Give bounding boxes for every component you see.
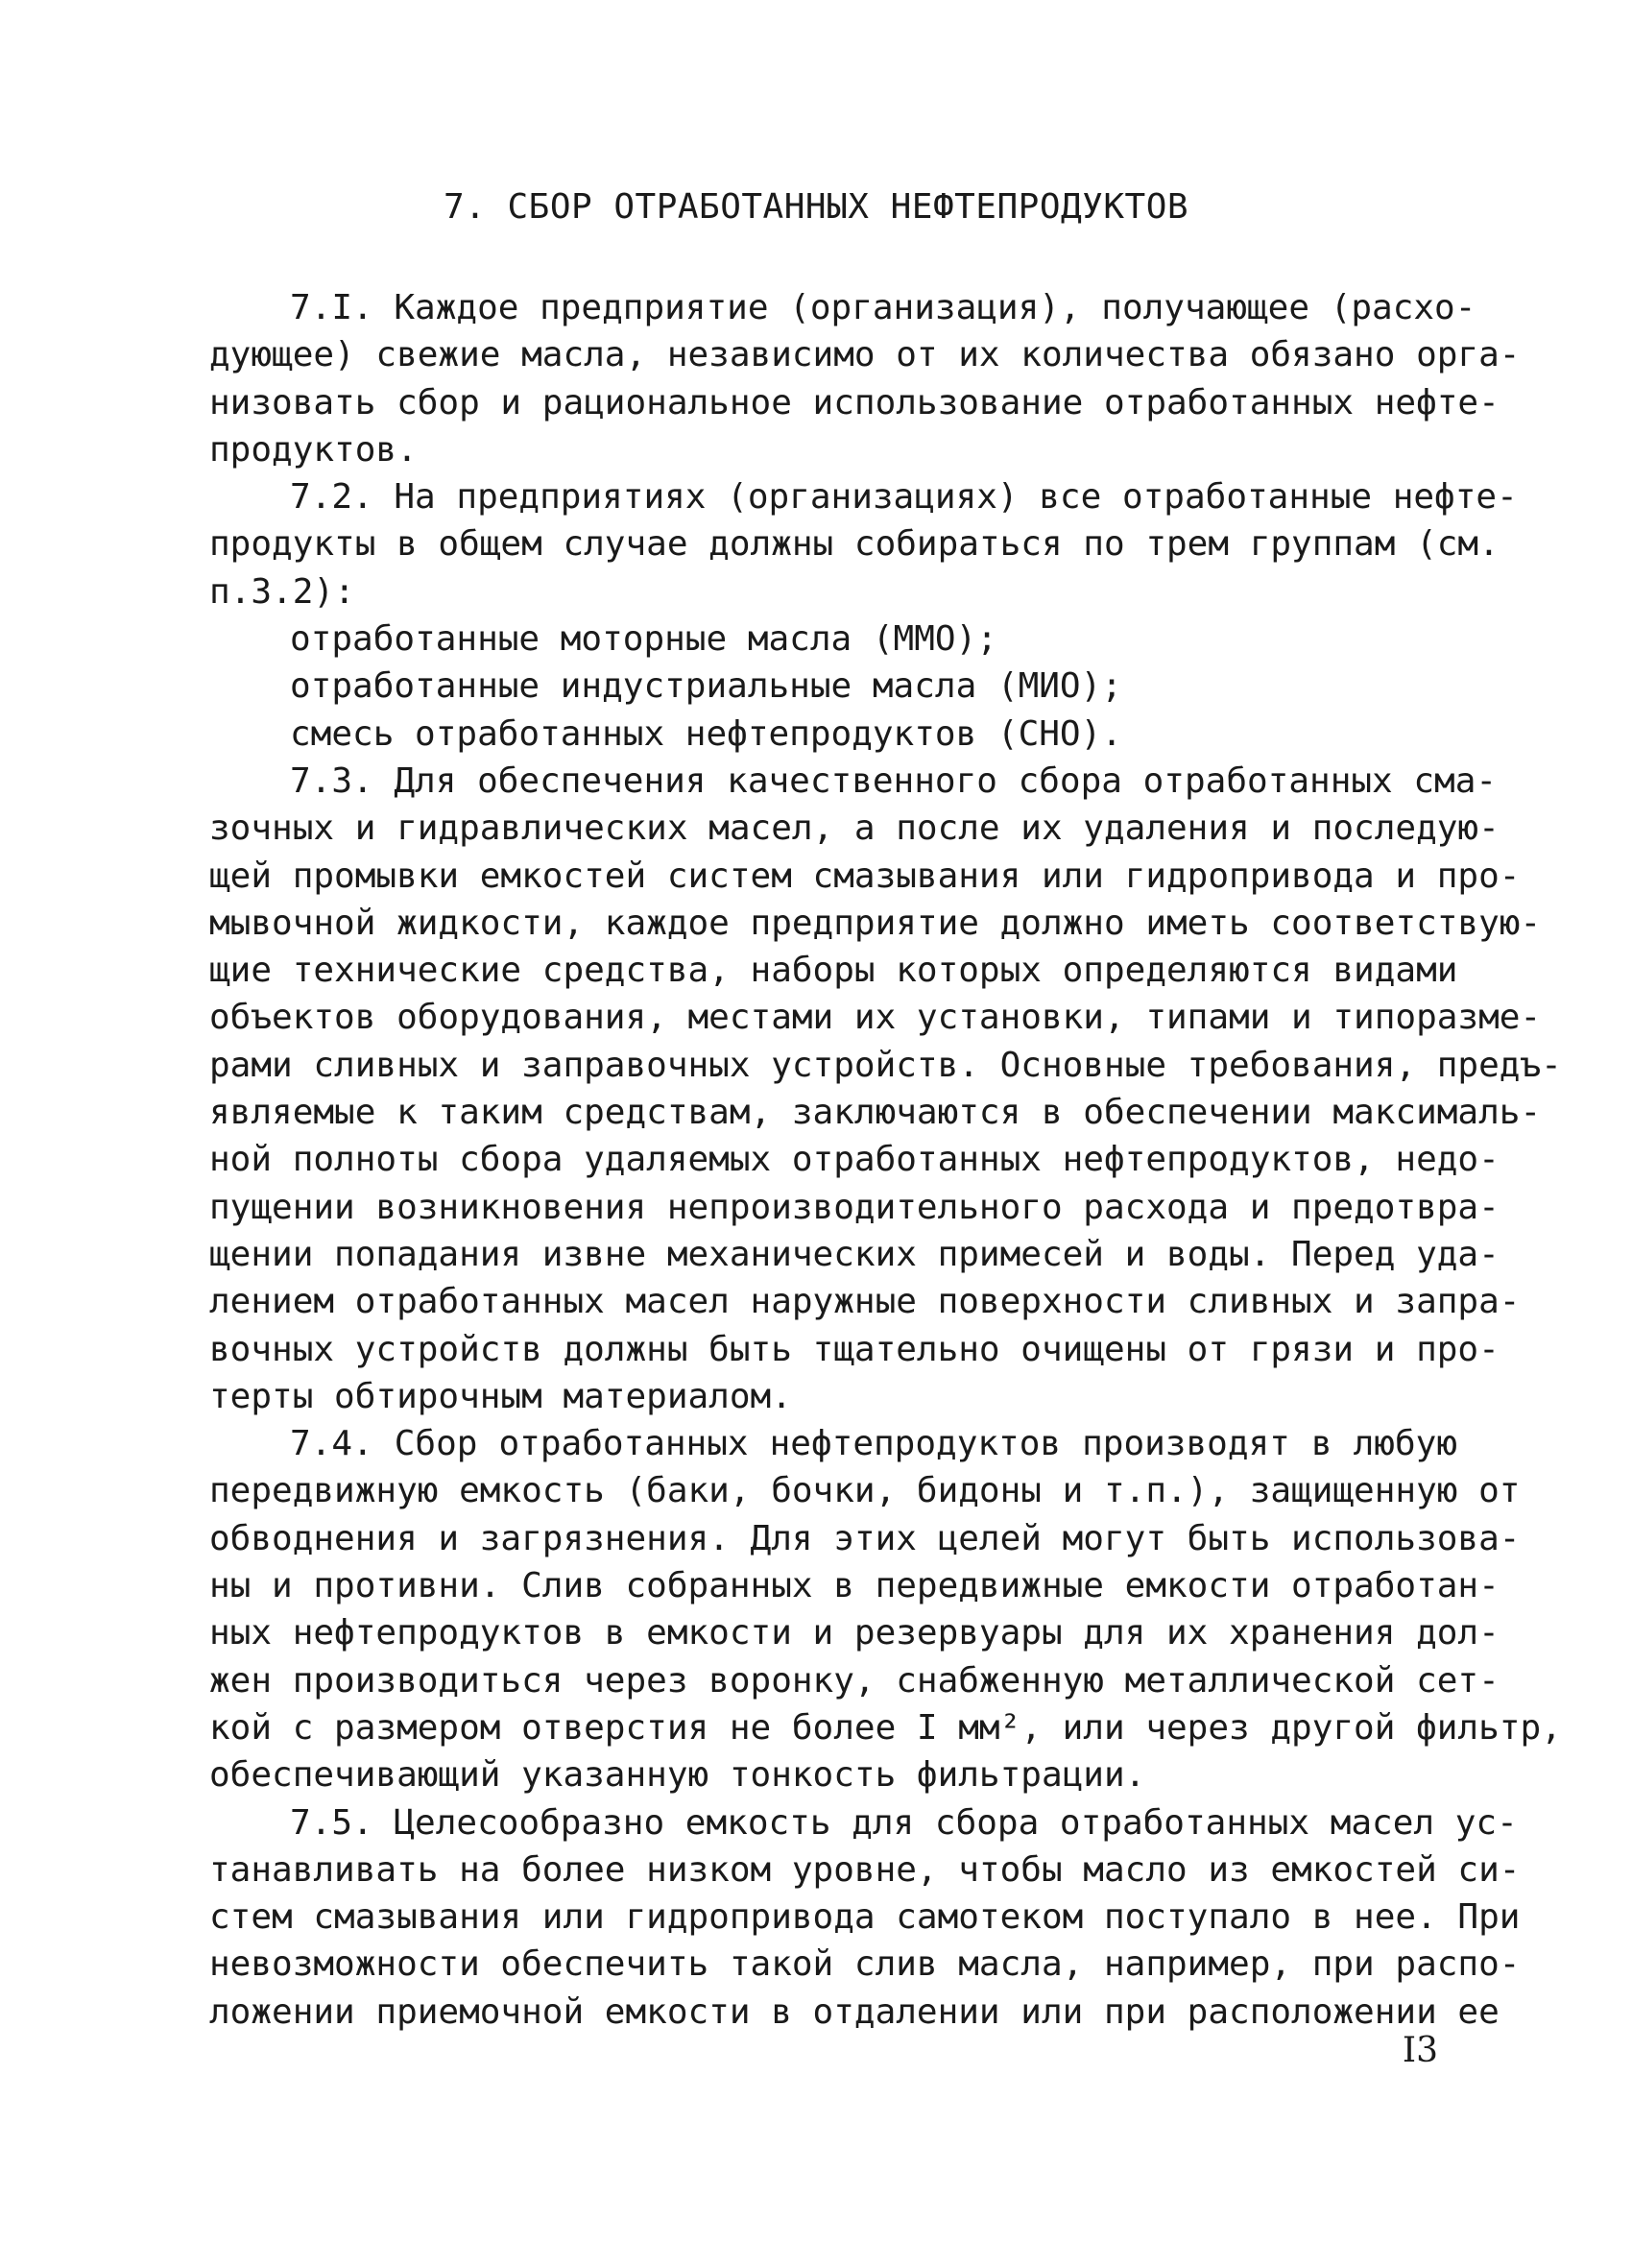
text-line: объектов оборудования, местами их установки, типами и типоразме-: [209, 998, 1542, 1038]
section-title: 7. СБОР ОТРАБОТАННЫХ НЕФТЕПРОДУКТОВ: [443, 187, 1189, 227]
text-line: 7.2. На предприятиях (организациях) все отработанные нефте-: [290, 477, 1518, 518]
text-line: передвижную емкость (баки, бочки, бидоны и т.п.), защищенную от: [209, 1471, 1521, 1511]
text-line: пущении возникновения непроизводительного расхода и предотвра-: [209, 1187, 1500, 1227]
text-line: ложении приемочной емкости в отдалении или при расположении ее: [209, 1991, 1500, 2032]
text-line: отработанные индустриальные масла (МИО);: [290, 666, 1122, 707]
text-line: ны и противни. Слив собранных в передвижные емкости отработан-: [209, 1566, 1500, 1606]
text-line: невозможности обеспечить такой слив масла, например, при распо-: [209, 1944, 1521, 1985]
text-line: рами сливных и заправочных устройств. Основные требования, предъ-: [209, 1045, 1562, 1085]
text-line: дующее) свежие масла, независимо от их количества обязано орга-: [209, 335, 1521, 375]
text-line: кой с размером отверстия не более I мм², или через другой фильтр,: [209, 1707, 1562, 1748]
text-line: 7.5. Целесообразно емкость для сбора отработанных масел ус-: [290, 1802, 1518, 1843]
text-line: щении попадания извне механических примесей и воды. Перед уда-: [209, 1234, 1500, 1274]
text-line: продуктов.: [209, 429, 418, 470]
text-line: танавливать на более низком уровне, чтобы масло из емкостей си-: [209, 1849, 1521, 1890]
text-line: обводнения и загрязнения. Для этих целей могут быть использова-: [209, 1518, 1521, 1558]
page-number: I3: [1402, 2031, 1438, 2070]
text-line: терты обтирочным материалом.: [209, 1376, 792, 1416]
text-line: являемые к таким средствам, заключаются в обеспечении максималь-: [209, 1093, 1542, 1133]
text-line: зочных и гидравлических масел, а после их удаления и последую-: [209, 808, 1500, 849]
text-line: лением отработанных масел наружные поверхности сливных и запра-: [209, 1282, 1521, 1322]
text-line: низовать сбор и рациональное использование отработанных нефте-: [209, 382, 1500, 422]
text-line: смесь отработанных нефтепродуктов (СНО).: [290, 713, 1122, 754]
text-line: вочных устройств должны быть тщательно очищены от грязи и про-: [209, 1329, 1500, 1369]
text-line: 7.I. Каждое предприятие (организация), получающее (расхо-: [290, 288, 1476, 327]
text-line: 7.3. Для обеспечения качественного сбора отработанных сма-: [290, 760, 1498, 801]
text-line: ных нефтепродуктов в емкости и резервуары для их хранения дол-: [209, 1613, 1500, 1653]
text-line: п.3.2):: [209, 571, 355, 612]
text-line: щей промывки емкостей систем смазывания или гидропривода и про-: [209, 856, 1521, 896]
text-line: обеспечивающий указанную тонкость фильтрации.: [209, 1755, 1146, 1796]
text-line: жен производиться через воронку, снабженную металлической сет-: [209, 1660, 1500, 1701]
text-line: продукты в общем случае должны собираться по трем группам (см.: [209, 524, 1500, 565]
text-line: стем смазывания или гидропривода самотеком поступало в нее. При: [209, 1897, 1521, 1938]
text-line: 7.4. Сбор отработанных нефтепродуктов производят в любую: [290, 1424, 1457, 1464]
text-line: отработанные моторные масла (ММО);: [290, 619, 997, 660]
text-line: ной полноты сбора удаляемых отработанных нефтепродуктов, недо-: [209, 1140, 1500, 1180]
body-text: [209, 284, 1562, 2036]
text-line: щие технические средства, наборы которых определяются видами: [209, 951, 1458, 991]
text-line: мывочной жидкости, каждое предприятие должно иметь соответствую-: [209, 903, 1542, 943]
